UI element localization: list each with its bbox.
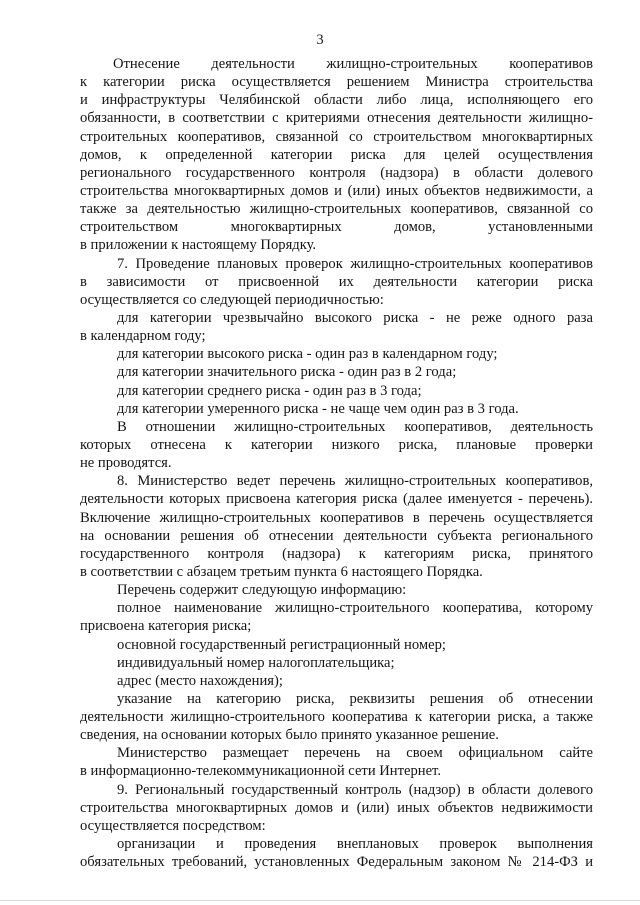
text-line: не проводятся. — [80, 455, 172, 472]
text-line: основной государственный регистрационный номер; — [117, 636, 446, 653]
text-line: которых отнесена к категории низкого риска, плановые проверки — [80, 436, 593, 453]
text-line: в зависимости от присвоенной их деятельности категории риска — [80, 273, 593, 290]
text-line: указание на категорию риска, реквизиты решения об отнесении — [117, 690, 593, 707]
text-line: Включение жилищно-строительных кооперативов в перечень осуществляется — [80, 509, 593, 526]
text-line: строительства многоквартирных домов и (или) иных объектов недвижимости — [80, 799, 593, 816]
text-line: 9. Региональный государственный контроль (надзор) в области долевого — [117, 781, 593, 798]
text-line: 8. Министерство ведет перечень жилищно-строительных кооперативов, — [117, 473, 593, 490]
text-line: для категории значительного риска - один раз в 2 года; — [117, 364, 457, 381]
text-line: обязанности, в соответствии с критериями отнесения деятельности жилищно- — [80, 110, 593, 127]
text-line: также за деятельностью жилищно-строительных кооперативов, связанной со — [80, 201, 593, 218]
text-line: в информационно-телекоммуникационной сети Интернет. — [80, 763, 441, 780]
text-line: адрес (место нахождения); — [117, 672, 283, 689]
page-edge-divider — [0, 900, 640, 901]
text-line: Перечень содержит следующую информацию: — [117, 582, 407, 599]
text-line: домов, к определенной категории риска для целей осуществления — [80, 146, 593, 163]
text-line: для категории умеренного риска - не чаще чем один раз в 3 года. — [117, 400, 519, 417]
text-line: государственного контроля (надзора) к категориям риска, принятого — [80, 545, 593, 562]
text-line: для категории чрезвычайно высокого риска - не реже одного раза — [117, 309, 593, 326]
text-line: в соответствии с абзацем третьим пункта 6 настоящего Порядка. — [80, 563, 483, 580]
text-line: строительных кооперативов, связанной со строительством многоквартирных — [80, 128, 593, 145]
text-line: и инфраструктуры Челябинской области либо лица, исполняющего его — [80, 92, 593, 109]
text-line: присвоена категория риска; — [80, 618, 252, 635]
text-line: регионального государственного контроля (надзора) в области долевого — [80, 164, 593, 181]
text-line: деятельности жилищно-строительного кооператива к категории риска, а также — [80, 709, 593, 726]
text-line: к категории риска осуществляется решением Министра строительства — [80, 74, 593, 91]
text-line: сведения, на основании которых было принято указанное решение. — [80, 727, 499, 744]
text-line: полное наименование жилищно-строительного кооператива, которому — [117, 600, 593, 617]
page-number: 3 — [316, 32, 324, 48]
text-line: для категории высокого риска - один раз в календарном году; — [117, 346, 498, 363]
document-body — [80, 55, 593, 871]
text-line: организации и проведения внеплановых проверок выполнения — [117, 836, 593, 853]
text-line: деятельности которых присвоена категория риска (далее именуется - перечень). — [80, 491, 593, 508]
text-line: В отношении жилищно-строительных кооперативов, деятельность — [117, 418, 593, 435]
text-line: для категории среднего риска - один раз в 3 года; — [117, 382, 422, 399]
text-line: в календарном году; — [80, 328, 206, 345]
text-line: индивидуальный номер налогоплательщика; — [117, 654, 395, 671]
text-line: строительством многоквартирных домов, установленными — [80, 219, 593, 236]
text-line: строительства многоквартирных домов и (или) иных объектов недвижимости, а — [80, 182, 593, 199]
text-line: осуществляется со следующей периодичностью: — [80, 291, 384, 308]
text-line: Отнесение деятельности жилищно-строительных кооперативов — [113, 56, 593, 72]
text-line: обязательных требований, установленных Федеральным законом № 214-ФЗ и — [80, 854, 593, 871]
text-line: 7. Проведение плановых проверок жилищно-строительных кооперативов — [117, 255, 593, 272]
text-line: в приложении к настоящему Порядку. — [80, 237, 317, 254]
text-line: Министерство размещает перечень на своем официальном сайте — [117, 745, 593, 762]
text-line: на основании решения об отнесении деятельности субъекта регионального — [80, 527, 593, 544]
text-line: осуществляется посредством: — [80, 817, 266, 834]
